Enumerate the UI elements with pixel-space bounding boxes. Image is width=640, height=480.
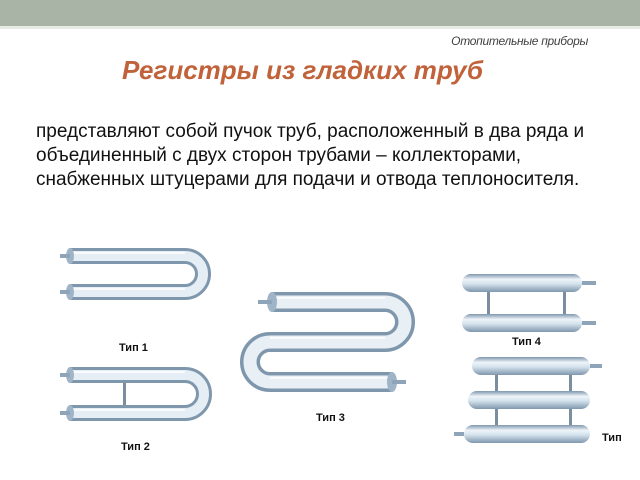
register-type-2 bbox=[60, 367, 204, 421]
caption-type-1: Тип 1 bbox=[119, 342, 148, 354]
register-type-3 bbox=[250, 292, 406, 392]
caption-type-4: Тип 4 bbox=[512, 336, 541, 348]
body-paragraph: представляют собой пучок труб, расположенный в два ряда и объединенный с двух сторон трубами – коллекторами, снабженных штуцерами для подачи и отвода теплоносителя. bbox=[36, 121, 585, 190]
register-type-5 bbox=[454, 357, 602, 443]
register-type-1 bbox=[60, 248, 203, 300]
caption-type-5: Тип bbox=[602, 432, 622, 444]
register-type-4 bbox=[462, 274, 596, 332]
caption-type-2: Тип 2 bbox=[121, 441, 150, 453]
section-label: Отопительные приборы bbox=[451, 34, 588, 48]
caption-type-3: Тип 3 bbox=[316, 412, 345, 424]
slide-title: Регистры из гладких труб bbox=[122, 55, 484, 85]
